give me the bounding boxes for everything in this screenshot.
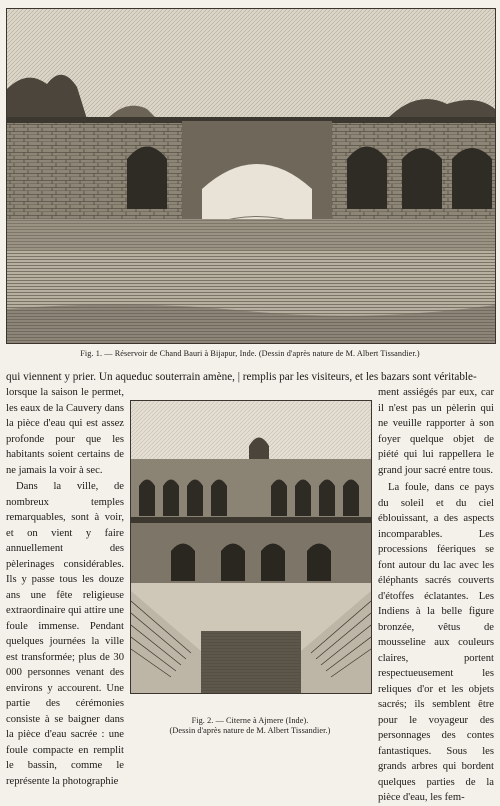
left-column-paragraph-2: Dans la ville, de nombreux temples remarquables, sont à voir, et on vient y faire annuellement des pèlerinages considérables. Ils y passe tous les douze ans une fête religieuse extraordinaire qui attire une foule immense. Pendant quelques journées la ville est transformée; plus de 30 000 personnes venant des environs y accourent. Une partie des cérémonies consiste à se baigner dans la pièce d'eau sacrée : une foule compacte en remplit le bassin, comme le représente la photographie [6,481,124,787]
left-column-paragraph-1: lorsque la saison le permet, les eaux de la Cauvery dans la pièce d'eau qui est assez profonde pour que les habitants soient certains de ne jamais la voir à sec. [6,387,124,476]
figure-2-engraving [130,400,372,694]
body-text-line: qui viennent y prier. Un aqueduc souterrain amène, | remplis par les visiteurs, et les bazars sont véritable- [6,371,477,383]
figure-2-caption-line-2: (Dessin d'après nature de M. Albert Tissandier.) [169,726,331,735]
figure-2-caption-line-1: Fig. 2. — Citerne à Ajmere (Inde). [191,716,309,725]
figure-1-engraving [6,8,496,344]
figure-1-caption: Fig. 1. — Réservoir de Chand Bauri à Bijapur, Inde. (Dessin d'après nature de M. Albert Tissandier.) [80,349,420,358]
right-column-paragraph-1: ment assiégés par eux, car il n'est pas un pèlerin qui ne veuille rapporter à son foyer quelque objet de piété qui lui rappellera le grand jour sacré entre tous. [378,387,494,476]
right-column-paragraph-2: La foule, dans ce pays du soleil et du ciel éblouissant, a des aspects incomparables. Les processions féeriques se font autour du lac avec les éléphants sacrés couverts d'étoffes éclatantes. Les Indiens à la belle figure bronzée, vêtus de mousseline aux couleurs claires, portent respectueusement les reliques d'or et les objets sacrés; ils semblent être pour le voyageur des personnages des contes fantastiques. Sous les grands arbres qui bordent quelques parties de la pièce d'eau, les fem- [378,482,494,803]
